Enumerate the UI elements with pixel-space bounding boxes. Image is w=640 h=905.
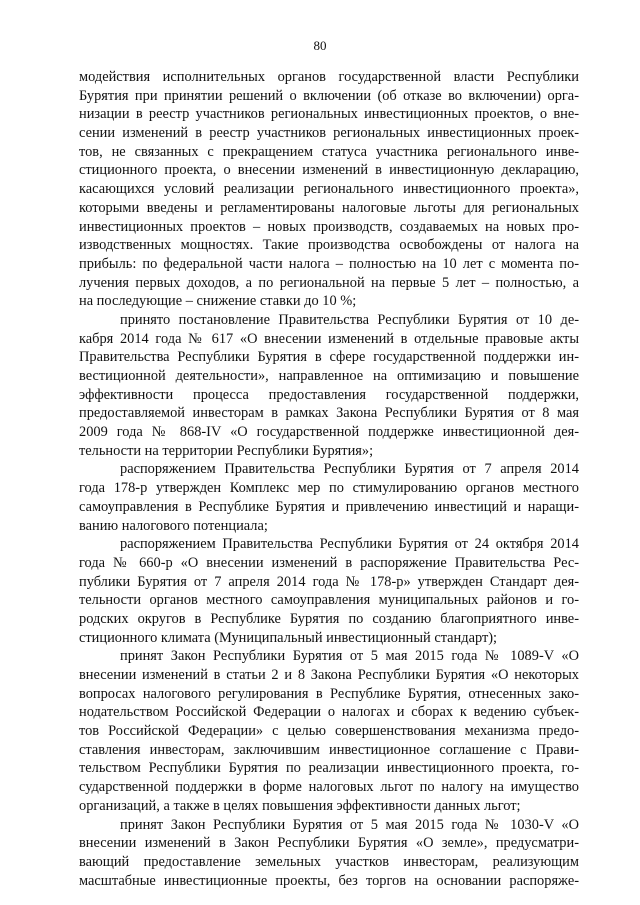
text-line: на последующие – снижение ставки до 10 %;	[79, 293, 357, 310]
text-line: вестиционной деятельности», направленное на оптимизацию и повышение	[79, 368, 579, 384]
paragraph	[79, 816, 579, 891]
text-line: стиционного проекта, о внесении изменений в инвестиционную декларацию,	[79, 162, 579, 179]
text-line: ставления инвесторам, заключившим инвестиционное соглашение с Прави-	[79, 741, 579, 758]
page-number: 80	[313, 38, 327, 53]
text-line: ванию налогового потенциала;	[79, 517, 268, 534]
text-line: предоставляемой инвесторам в рамках Закона Республики Бурятия от 8 мая	[79, 405, 579, 422]
text-line: тельности на территории Республики Бурятия»;	[79, 442, 374, 459]
text-line: публики Бурятия от 7 апреля 2014 года № 178-р» утвержден Стандарт дея-	[79, 573, 579, 590]
text-line: тельством Республики Бурятия по реализации инвестиционного проекта, го-	[79, 760, 579, 777]
text-line: Правительства Республики Бурятия в сфере государственной поддержки ин-	[79, 349, 579, 366]
paragraph	[79, 68, 579, 311]
text-line: изводственных мощностях. Такие производства освобождены от налога на	[79, 237, 579, 254]
text-line: тов Российской Федерации» с целью совершенствования механизма предо-	[79, 723, 579, 740]
text-line: низации в реестр участников региональных инвестиционных проектов, о вне-	[79, 106, 579, 123]
text-line: инвестиционных проектов – новых производств, создаваемых на новых про-	[79, 218, 579, 235]
paragraph	[79, 311, 579, 461]
text-line: касающихся условий реализации регионального инвестиционного проекта»,	[79, 181, 579, 198]
text-line: модействия исполнительных органов государственной власти Республики	[79, 69, 579, 85]
text-line: распоряжением Правительства Республики Бурятия от 7 апреля 2014	[120, 461, 579, 478]
paragraph	[79, 460, 579, 535]
text-line: кабря 2014 года № 617 «О внесении изменений в отдельные правовые акты	[79, 330, 579, 347]
text-line: внесении изменений в статьи 2 и 8 Закона Республики Бурятия «О некоторых	[79, 667, 579, 683]
text-line: сударственной поддержки в форме налоговых льгот по налогу на имущество	[79, 779, 579, 796]
text-line: вающий предоставление земельных участков инвесторам, реализующим	[79, 853, 579, 870]
text-line: тов, не связанных с прекращением статуса участника регионального инве-	[79, 143, 579, 160]
text-line: года 178-р утвержден Комплекс мер по стимулированию органов местного	[79, 480, 579, 497]
text-line: организаций, а также в целях повышения эффективности данных льгот;	[79, 797, 521, 814]
paragraph	[79, 647, 579, 815]
text-line: принят Закон Республики Бурятия от 5 мая 2015 года № 1089-V «О	[120, 648, 579, 665]
text-line: Бурятия при принятии решений о включении (об отказе во включении) орга-	[79, 87, 579, 104]
text-line: принят Закон Республики Бурятия от 5 мая 2015 года № 1030-V «О	[120, 816, 579, 833]
text-line: 2009 года № 868-IV «О государственной поддержке инвестиционной дея-	[79, 424, 579, 441]
text-line: сении изменений в реестр участников региональных инвестиционных проек-	[79, 125, 579, 142]
text-line: вопросах налогового регулирования в Республике Бурятия, отнесенных зако-	[79, 685, 579, 702]
text-line: родских округов в Республике Бурятия по созданию благоприятного инве-	[79, 610, 579, 627]
text-line: нодательством Российской Федерации о налогах и сборах к ведению субъек-	[79, 704, 579, 721]
text-line: распоряжением Правительства Республики Бурятия от 24 октября 2014	[120, 536, 579, 553]
text-line: стиционного климата (Муниципальный инвестиционный стандарт);	[79, 629, 498, 646]
text-line: лучения первых доходов, а по региональной на первые 5 лет – полностью, а	[79, 274, 579, 291]
text-line: самоуправления в Республике Бурятия и привлечению инвестиций и наращи-	[79, 498, 579, 515]
text-line: внесении изменений в Закон Республики Бурятия «О земле», предусматри-	[79, 835, 579, 852]
text-line: которыми введены и регламентированы налоговые льготы для региональных	[79, 199, 579, 216]
text-line: тельности органов местного самоуправления муниципальных районов и го-	[79, 592, 579, 609]
document-body	[79, 68, 579, 890]
text-line: масштабные инвестиционные проекты, без торгов на основании распоряже-	[79, 872, 579, 889]
text-line: прибыль: по федеральной части налога – полностью на 10 лет с момента по-	[79, 255, 579, 272]
text-line: эффективности процесса предоставления государственной поддержки,	[79, 386, 579, 403]
text-line: принято постановление Правительства Республики Бурятия от 10 де-	[120, 311, 579, 328]
paragraph	[79, 535, 579, 647]
text-line: года № 660-р «О внесении изменений в распоряжение Правительства Рес-	[79, 554, 579, 571]
